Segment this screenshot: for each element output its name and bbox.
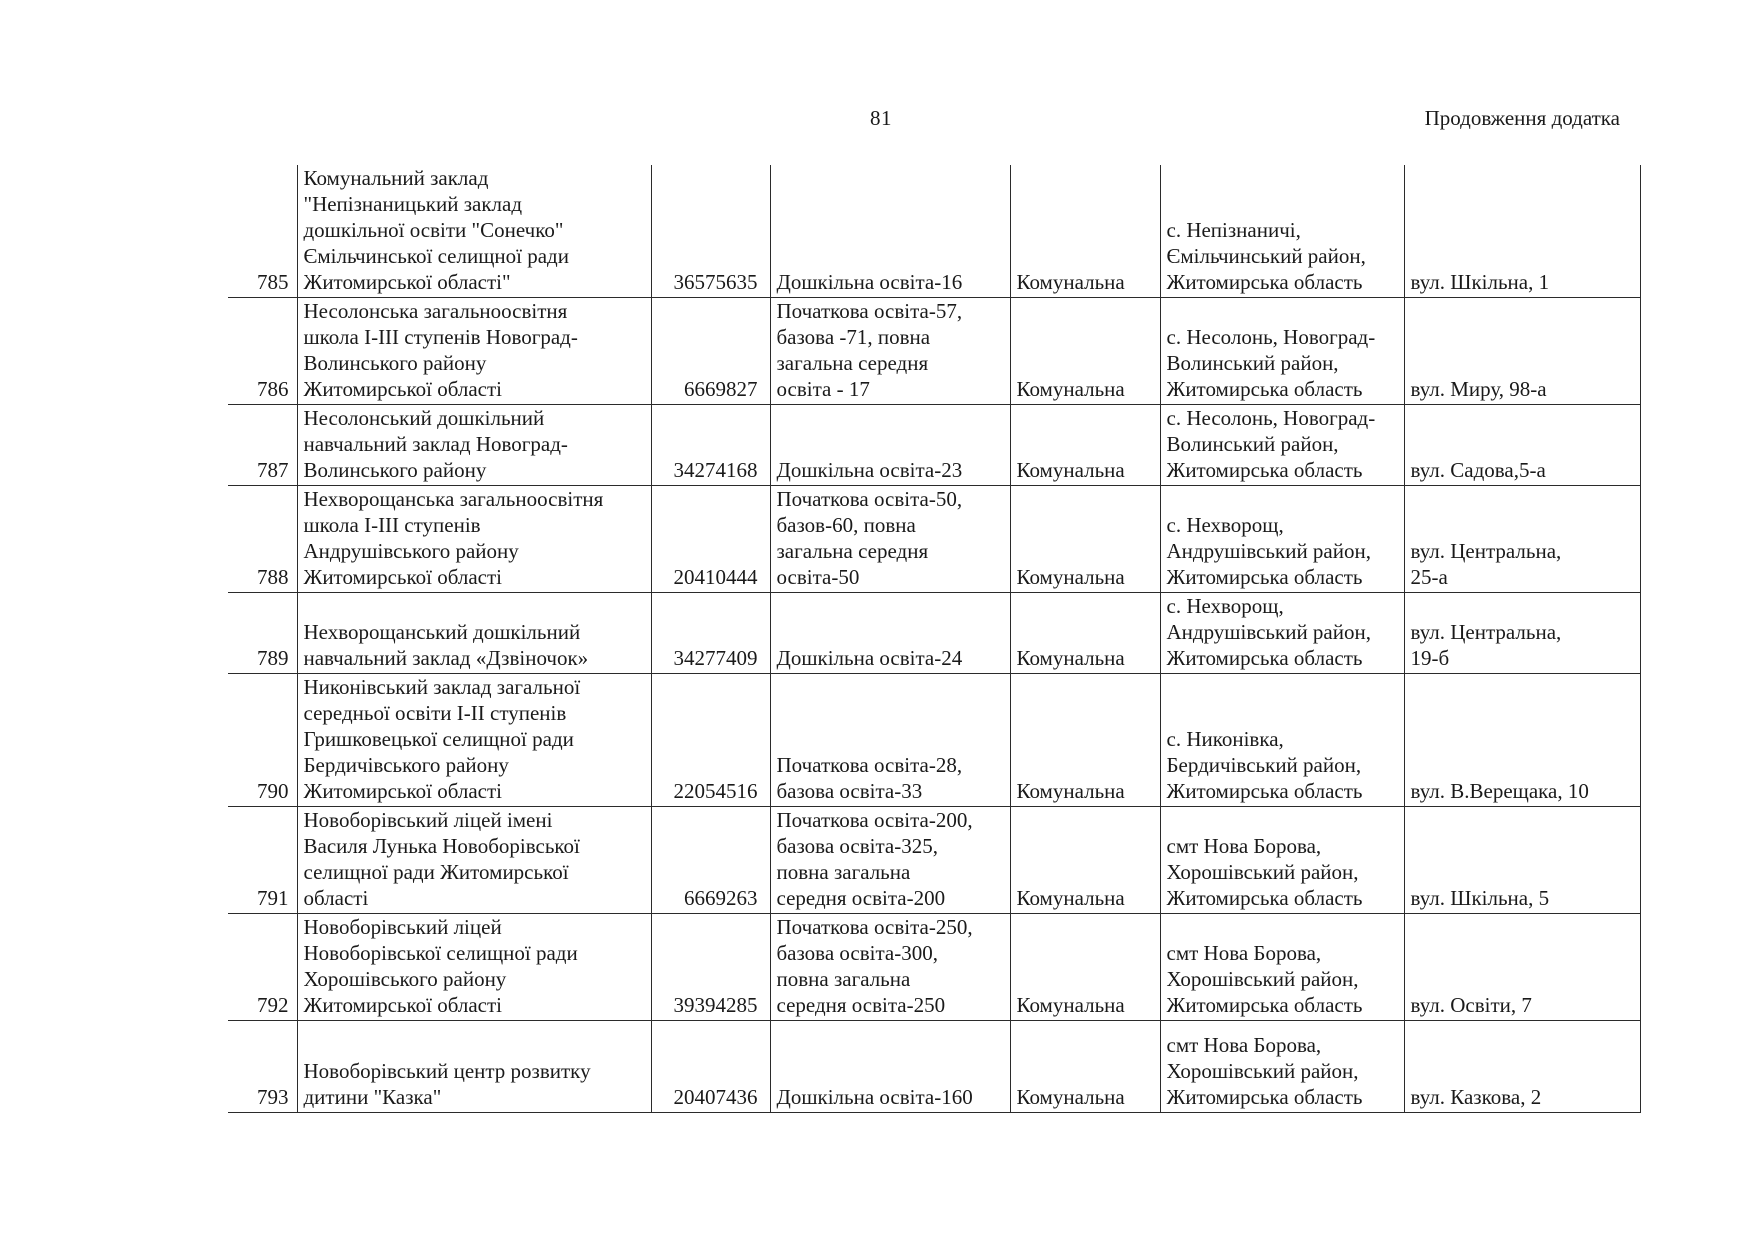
settlement: с. Никонівка, Бердичівський район, Житомирська область (1160, 674, 1404, 807)
institution-name: Комунальний заклад "Непізнаницький заклад дошкільної освіти "Сонечко" Ємільчинської селищної ради Житомирської області" (297, 165, 651, 298)
street-address: вул. Миру, 98-а (1404, 298, 1640, 405)
row-number: 793 (228, 1021, 297, 1113)
ownership-form: Комунальна (1010, 807, 1160, 914)
institution-name: Новоборівський ліцей імені Василя Лунька Новоборівської селищної ради Житомирської області (297, 807, 651, 914)
street-address: вул. Шкільна, 5 (1404, 807, 1640, 914)
institution-name: Новоборівський ліцей Новоборівської селищної ради Хорошівського району Житомирської області (297, 914, 651, 1021)
registry-table (228, 165, 1641, 1113)
table-row (228, 593, 1640, 674)
ownership-form: Комунальна (1010, 674, 1160, 807)
education-level: Дошкільна освіта-16 (770, 165, 1010, 298)
edrpou-code: 36575635 (651, 165, 770, 298)
settlement: смт Нова Борова, Хорошівський район, Житомирська область (1160, 914, 1404, 1021)
row-number: 787 (228, 405, 297, 486)
ownership-form: Комунальна (1010, 593, 1160, 674)
education-level: Початкова освіта-200, базова освіта-325, повна загальна середня освіта-200 (770, 807, 1010, 914)
settlement: смт Нова Борова, Хорошівський район, Житомирська область (1160, 1021, 1404, 1113)
settlement: с. Нехворощ, Андрушівський район, Житомирська область (1160, 593, 1404, 674)
street-address: вул. Центральна, 19-б (1404, 593, 1640, 674)
education-level: Дошкільна освіта-23 (770, 405, 1010, 486)
table-row (228, 1021, 1640, 1113)
institution-name: Нехворощанська загальноосвітня школа І-ІІІ ступенів Андрушівського району Житомирської області (297, 486, 651, 593)
ownership-form: Комунальна (1010, 1021, 1160, 1113)
street-address: вул. Центральна, 25-а (1404, 486, 1640, 593)
education-level: Дошкільна освіта-24 (770, 593, 1010, 674)
row-number: 789 (228, 593, 297, 674)
edrpou-code: 6669827 (651, 298, 770, 405)
row-number: 791 (228, 807, 297, 914)
page-caption: Продовження додатка (1424, 106, 1620, 130)
ownership-form: Комунальна (1010, 486, 1160, 593)
edrpou-code: 34274168 (651, 405, 770, 486)
education-level: Початкова освіта-57, базова -71, повна загальна середня освіта - 17 (770, 298, 1010, 405)
settlement: смт Нова Борова, Хорошівський район, Житомирська область (1160, 807, 1404, 914)
settlement: с. Нехворощ, Андрушівський район, Житомирська область (1160, 486, 1404, 593)
settlement: с. Несолонь, Новоград- Волинський район, Житомирська область (1160, 405, 1404, 486)
street-address: вул. Освіти, 7 (1404, 914, 1640, 1021)
row-number: 786 (228, 298, 297, 405)
table-row (228, 674, 1640, 807)
settlement: с. Несолонь, Новоград- Волинський район, Житомирська область (1160, 298, 1404, 405)
ownership-form: Комунальна (1010, 298, 1160, 405)
row-number: 785 (228, 165, 297, 298)
settlement: с. Непізнаничі, Ємільчинський район, Житомирська область (1160, 165, 1404, 298)
institution-name: Несолонська загальноосвітня школа І-ІІІ ступенів Новоград- Волинського району Житомирської області (297, 298, 651, 405)
row-number: 790 (228, 674, 297, 807)
ownership-form: Комунальна (1010, 405, 1160, 486)
street-address: вул. В.Верещака, 10 (1404, 674, 1640, 807)
table-row (228, 486, 1640, 593)
page-number: 81 (870, 106, 892, 130)
institution-name: Несолонський дошкільний навчальний заклад Новоград- Волинського району (297, 405, 651, 486)
table-row (228, 807, 1640, 914)
institution-name: Нехворощанський дошкільний навчальний заклад «Дзвіночок» (297, 593, 651, 674)
street-address: вул. Казкова, 2 (1404, 1021, 1640, 1113)
edrpou-code: 34277409 (651, 593, 770, 674)
edrpou-code: 20407436 (651, 1021, 770, 1113)
table-row (228, 405, 1640, 486)
education-level: Дошкільна освіта-160 (770, 1021, 1010, 1113)
education-level: Початкова освіта-50, базов-60, повна загальна середня освіта-50 (770, 486, 1010, 593)
table-row (228, 914, 1640, 1021)
education-level: Початкова освіта-250, базова освіта-300, повна загальна середня освіта-250 (770, 914, 1010, 1021)
ownership-form: Комунальна (1010, 914, 1160, 1021)
edrpou-code: 22054516 (651, 674, 770, 807)
edrpou-code: 6669263 (651, 807, 770, 914)
ownership-form: Комунальна (1010, 165, 1160, 298)
institution-name: Никонівський заклад загальної середньої освіти І-ІІ ступенів Гришковецької селищної ради Бердичівського району Житомирської області (297, 674, 651, 807)
row-number: 788 (228, 486, 297, 593)
education-level: Початкова освіта-28, базова освіта-33 (770, 674, 1010, 807)
street-address: вул. Садова,5-а (1404, 405, 1640, 486)
edrpou-code: 39394285 (651, 914, 770, 1021)
table-row (228, 298, 1640, 405)
edrpou-code: 20410444 (651, 486, 770, 593)
table-row (228, 165, 1640, 298)
institution-name: Новоборівський центр розвитку дитини "Казка" (297, 1021, 651, 1113)
street-address: вул. Шкільна, 1 (1404, 165, 1640, 298)
row-number: 792 (228, 914, 297, 1021)
